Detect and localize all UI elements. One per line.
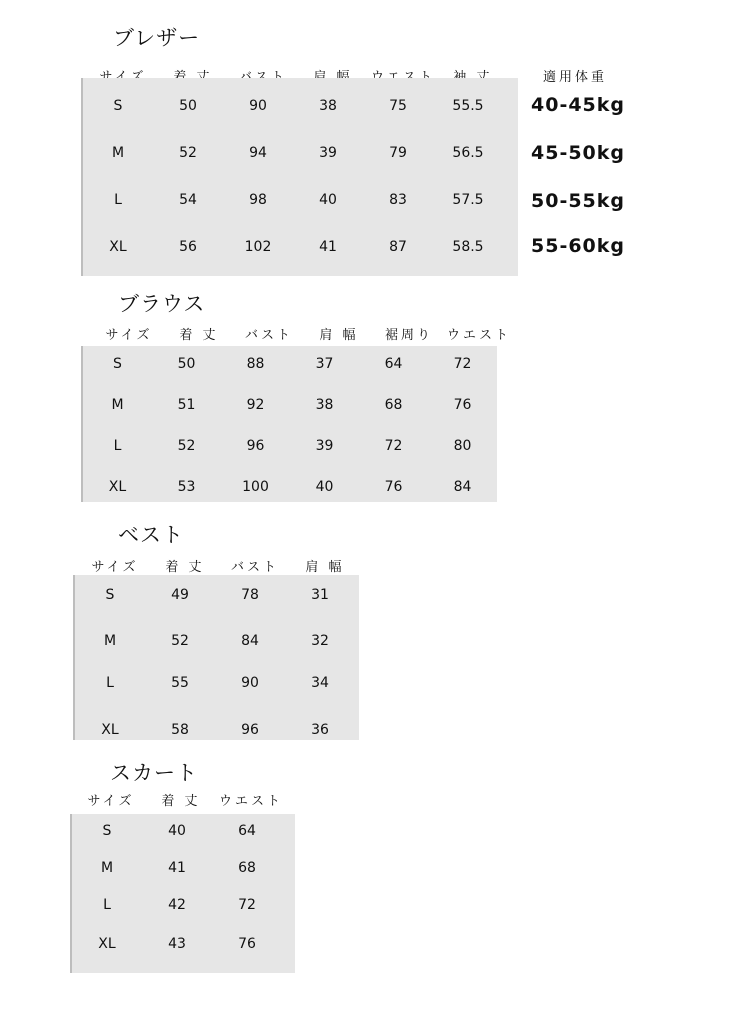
header-bust: バスト (244, 328, 293, 343)
weight-range: 55-60kg (531, 235, 626, 257)
skirt-table (70, 814, 295, 973)
vest-header-row (80, 556, 360, 575)
table-row (83, 192, 518, 208)
header-size: サイズ (105, 328, 153, 343)
size-cell: XL (98, 936, 116, 952)
size-cell: L (114, 192, 122, 208)
value-cell: 38 (319, 98, 337, 114)
table-row (75, 633, 359, 649)
value-cell: 41 (168, 860, 186, 876)
value-cell: 37 (315, 356, 334, 372)
value-cell: 84 (241, 633, 259, 649)
table-row (75, 675, 359, 691)
value-cell: 58.5 (452, 239, 484, 255)
value-cell: 52 (179, 145, 197, 161)
table-row (72, 936, 295, 952)
value-cell: 39 (319, 145, 337, 161)
header-waist: ウエスト (218, 794, 283, 809)
value-cell: 88 (246, 356, 265, 372)
size-cell: L (106, 675, 114, 691)
table-row (83, 397, 497, 413)
table-row (83, 479, 497, 495)
header-size: サイズ (87, 794, 135, 809)
value-cell: 94 (249, 145, 267, 161)
size-cell: XL (101, 722, 119, 738)
value-cell: 54 (179, 192, 197, 208)
value-cell: 75 (389, 98, 407, 114)
value-cell: 76 (453, 397, 472, 413)
blazer-title: ブレザー (113, 26, 201, 50)
value-cell: 32 (311, 633, 329, 649)
value-cell: 50 (179, 98, 197, 114)
value-cell: 50 (177, 356, 196, 372)
value-cell: 51 (177, 397, 196, 413)
table-row (83, 356, 497, 372)
value-cell: 42 (168, 897, 186, 913)
value-cell: 56.5 (452, 145, 484, 161)
value-cell: 64 (384, 356, 403, 372)
skirt-header-row (76, 790, 286, 809)
value-cell: 43 (168, 936, 186, 952)
size-cell: L (113, 438, 122, 454)
size-cell: M (100, 860, 114, 876)
value-cell: 38 (315, 397, 334, 413)
table-row (83, 98, 518, 114)
value-cell: 92 (246, 397, 265, 413)
table-row (75, 722, 359, 738)
value-cell: 76 (238, 936, 256, 952)
value-cell: 39 (315, 438, 334, 454)
size-cell: XL (109, 239, 127, 255)
weight-range: 40-45kg (531, 94, 626, 116)
weight-range: 45-50kg (531, 142, 626, 164)
value-cell: 102 (244, 239, 272, 255)
size-cell: XL (108, 479, 127, 495)
value-cell: 40 (168, 823, 186, 839)
value-cell: 68 (238, 860, 256, 876)
value-cell: 36 (311, 722, 329, 738)
vest-title: ベスト (118, 523, 184, 547)
value-cell: 41 (319, 239, 337, 255)
value-cell: 52 (171, 633, 189, 649)
value-cell: 57.5 (452, 192, 484, 208)
blazer-table (81, 78, 518, 276)
value-cell: 76 (384, 479, 403, 495)
value-cell: 55 (171, 675, 189, 691)
table-row (83, 438, 497, 454)
value-cell: 49 (171, 587, 189, 603)
size-cell: M (111, 397, 124, 413)
header-bust: バスト (230, 560, 279, 575)
value-cell: 58 (171, 722, 189, 738)
skirt-title: スカート (110, 761, 198, 785)
header-hem: 裾周り (384, 328, 433, 343)
vest-table (73, 575, 359, 740)
value-cell: 96 (241, 722, 259, 738)
size-cell: L (103, 897, 111, 913)
value-cell: 64 (238, 823, 256, 839)
table-row (72, 823, 295, 839)
blouse-title: ブラウス (118, 292, 206, 316)
header-length: 着 丈 (165, 560, 205, 575)
value-cell: 84 (453, 479, 472, 495)
table-row (72, 860, 295, 876)
size-cell: S (113, 356, 122, 372)
blouse-table (81, 346, 497, 502)
value-cell: 68 (384, 397, 403, 413)
value-cell: 96 (246, 438, 265, 454)
header-size: サイズ (91, 560, 139, 575)
value-cell: 34 (311, 675, 329, 691)
value-cell: 79 (389, 145, 407, 161)
header-waist: ウエスト (446, 328, 511, 343)
value-cell: 55.5 (452, 98, 484, 114)
value-cell: 31 (311, 587, 329, 603)
size-cell: S (105, 587, 115, 603)
value-cell: 90 (249, 98, 267, 114)
header-length: 着 丈 (179, 328, 219, 343)
value-cell: 100 (242, 479, 269, 495)
value-cell: 56 (179, 239, 197, 255)
header-weight: 適用体重 (542, 70, 607, 85)
size-cell: S (102, 823, 112, 839)
value-cell: 98 (249, 192, 267, 208)
value-cell: 40 (319, 192, 337, 208)
table-row (75, 587, 359, 603)
value-cell: 72 (384, 438, 403, 454)
value-cell: 52 (177, 438, 196, 454)
value-cell: 83 (389, 192, 407, 208)
weight-range: 50-55kg (531, 190, 626, 212)
value-cell: 72 (238, 897, 256, 913)
size-cell: M (103, 633, 117, 649)
table-row (72, 897, 295, 913)
size-cell: M (111, 145, 125, 161)
blouse-header-row (94, 324, 514, 343)
value-cell: 80 (453, 438, 472, 454)
value-cell: 72 (453, 356, 472, 372)
value-cell: 53 (177, 479, 196, 495)
value-cell: 87 (389, 239, 407, 255)
table-row (83, 239, 518, 255)
header-shoulder: 肩 幅 (319, 328, 359, 343)
table-row (83, 145, 518, 161)
size-cell: S (113, 98, 123, 114)
value-cell: 40 (315, 479, 334, 495)
value-cell: 90 (241, 675, 259, 691)
value-cell: 78 (241, 587, 259, 603)
header-shoulder: 肩 幅 (305, 560, 345, 575)
header-length: 着 丈 (161, 794, 201, 809)
